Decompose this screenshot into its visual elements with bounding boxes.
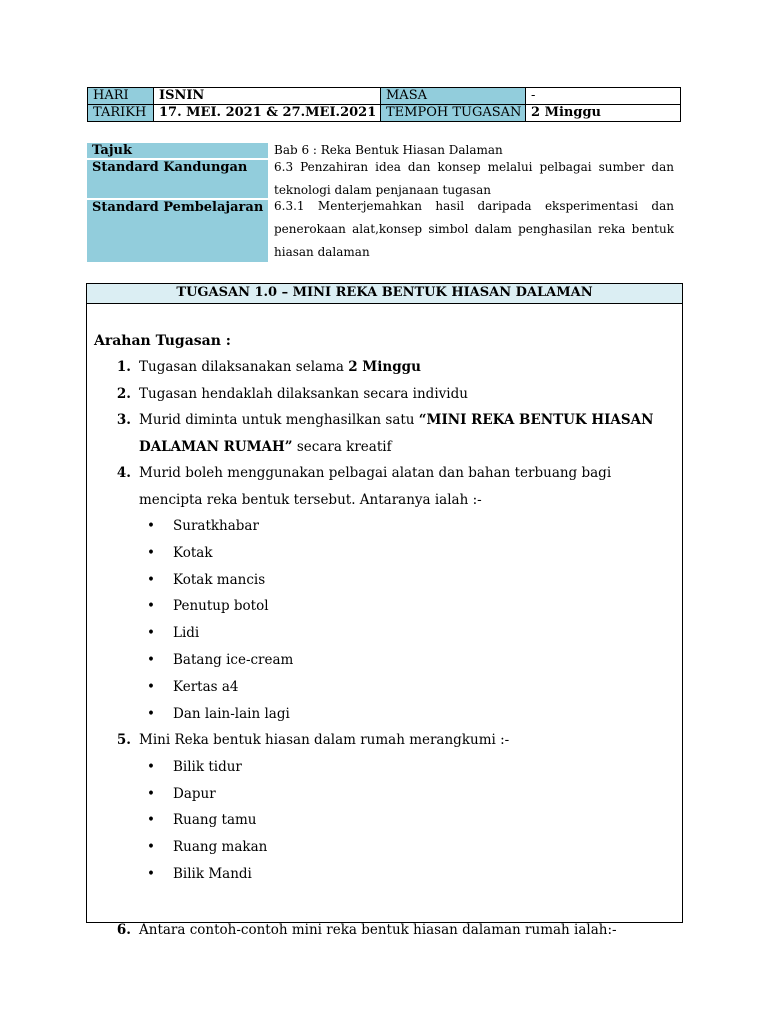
info-row-pembelajaran	[87, 200, 680, 262]
item-number: 5.	[116, 732, 131, 749]
bullet-text: Kertas a4	[173, 678, 239, 695]
rooms-list	[94, 754, 682, 888]
item-text: Murid boleh menggunakan pelbagai alatan dan bahan terbuang bagi mencipta reka bentuk tersebut. Antaranya ialah :-	[139, 465, 612, 508]
tarikh-value: 17. MEI. 2021 & 27.MEI.2021	[154, 105, 381, 122]
item-text	[139, 354, 673, 381]
item-number: 6.	[116, 921, 131, 938]
list-item	[94, 460, 682, 513]
bullet-text: Kotak mancis	[173, 571, 266, 588]
materials-list	[94, 513, 682, 727]
bullet-icon: •	[147, 705, 155, 722]
bullet-item	[94, 540, 682, 567]
bullet-item	[94, 647, 682, 674]
bullet-icon: •	[147, 678, 155, 695]
item-number: 2.	[116, 385, 131, 402]
bullet-icon: •	[147, 518, 155, 534]
bullet-icon: •	[147, 625, 155, 642]
item-text-plain: Murid diminta untuk menghasilkan satu	[139, 412, 419, 428]
bullet-icon: •	[147, 839, 155, 856]
kandungan-label: Standard Kandungan	[87, 160, 268, 198]
item-text: Mini Reka bentuk hiasan dalam rumah merangkumi :-	[139, 732, 510, 749]
info-table	[87, 143, 680, 262]
bullet-item	[94, 513, 682, 540]
bullet-item	[94, 620, 682, 647]
item-number: 1.	[116, 359, 131, 375]
bullet-icon: •	[147, 812, 155, 829]
task-box	[86, 283, 683, 938]
task-body	[87, 328, 682, 943]
arahan-heading: Arahan Tugasan :	[94, 333, 231, 349]
item-text-bold: “MINI REKA BENTUK HIASAN DALAMAN RUMAH”	[139, 412, 654, 455]
item-number: 4.	[116, 465, 131, 481]
header-row-tarikh	[88, 105, 681, 122]
bullet-icon: •	[147, 758, 155, 775]
list-item	[94, 381, 682, 408]
tarikh-label: TARIKH	[88, 105, 154, 122]
item-text-tail: secara kreatif	[292, 438, 392, 455]
bullet-item	[94, 701, 682, 728]
bullet-text: Bilik Mandi	[173, 866, 252, 883]
masa-label: MASA	[381, 88, 526, 105]
bullet-item	[94, 567, 682, 594]
item-text-plain: Tugasan dilaksanakan selama	[139, 359, 349, 375]
bullet-item	[94, 593, 682, 620]
bullet-text: Bilik tidur	[173, 758, 242, 775]
tajuk-label: Tajuk	[87, 143, 268, 158]
list-item	[94, 917, 682, 944]
bullet-icon: •	[147, 651, 155, 668]
header-row-hari	[88, 88, 681, 105]
hari-value: ISNIN	[154, 88, 381, 105]
bullet-item	[94, 754, 682, 781]
bullet-icon: •	[147, 785, 155, 802]
item-text	[139, 407, 673, 460]
tajuk-value: Bab 6 : Reka Bentuk Hiasan Dalaman	[274, 143, 503, 157]
kandungan-value: 6.3 Penzahiran idea dan konsep melalui pelbagai sumber dan teknologi dalam penjanaan tugasan	[274, 160, 674, 197]
bullet-item	[94, 807, 682, 834]
pembelajaran-value: 6.3.1 Menterjemahkan hasil daripada eksperimentasi dan penerokaan alat,konsep simbol dalam penghasilan reka bentuk hiasan dalaman	[274, 199, 674, 259]
bullet-text: Suratkhabar	[173, 518, 259, 534]
list-item	[94, 354, 682, 381]
tempoh-label: TEMPOH TUGASAN	[381, 105, 526, 122]
item-number: 3.	[116, 412, 131, 428]
bullet-icon: •	[147, 571, 155, 588]
bullet-item	[94, 781, 682, 808]
bullet-item	[94, 674, 682, 701]
tempoh-value: 2 Minggu	[526, 105, 681, 122]
header-table	[87, 87, 681, 122]
info-row-kandungan	[87, 160, 680, 198]
list-item	[94, 407, 682, 460]
list-item	[94, 727, 682, 754]
item-text-bold: 2 Minggu	[348, 359, 421, 375]
bullet-icon: •	[147, 866, 155, 883]
bullet-icon: •	[147, 598, 155, 615]
bullet-item	[94, 834, 682, 861]
pembelajaran-label: Standard Pembelajaran	[87, 200, 268, 262]
bullet-text: Batang ice-cream	[173, 651, 294, 668]
bullet-item	[94, 861, 682, 888]
bullet-text: Lidi	[173, 625, 200, 642]
item-text: Tugasan hendaklah dilaksankan secara individu	[139, 385, 468, 402]
item-text: Antara contoh-contoh mini reka bentuk hiasan dalaman rumah ialah:-	[139, 921, 617, 938]
bullet-text: Kotak	[173, 544, 213, 561]
masa-value: -	[526, 88, 681, 105]
bullet-text: Ruang makan	[173, 839, 268, 856]
bullet-icon: •	[147, 544, 155, 561]
spacer	[94, 888, 682, 917]
hari-label: HARI	[88, 88, 154, 105]
bullet-text: Dan lain-lain lagi	[173, 705, 290, 722]
task-title: TUGASAN 1.0 – MINI REKA BENTUK HIASAN DALAMAN	[87, 284, 682, 304]
bullet-text: Penutup botol	[173, 598, 269, 615]
bullet-text: Dapur	[173, 785, 216, 802]
bullet-text: Ruang tamu	[173, 812, 257, 829]
